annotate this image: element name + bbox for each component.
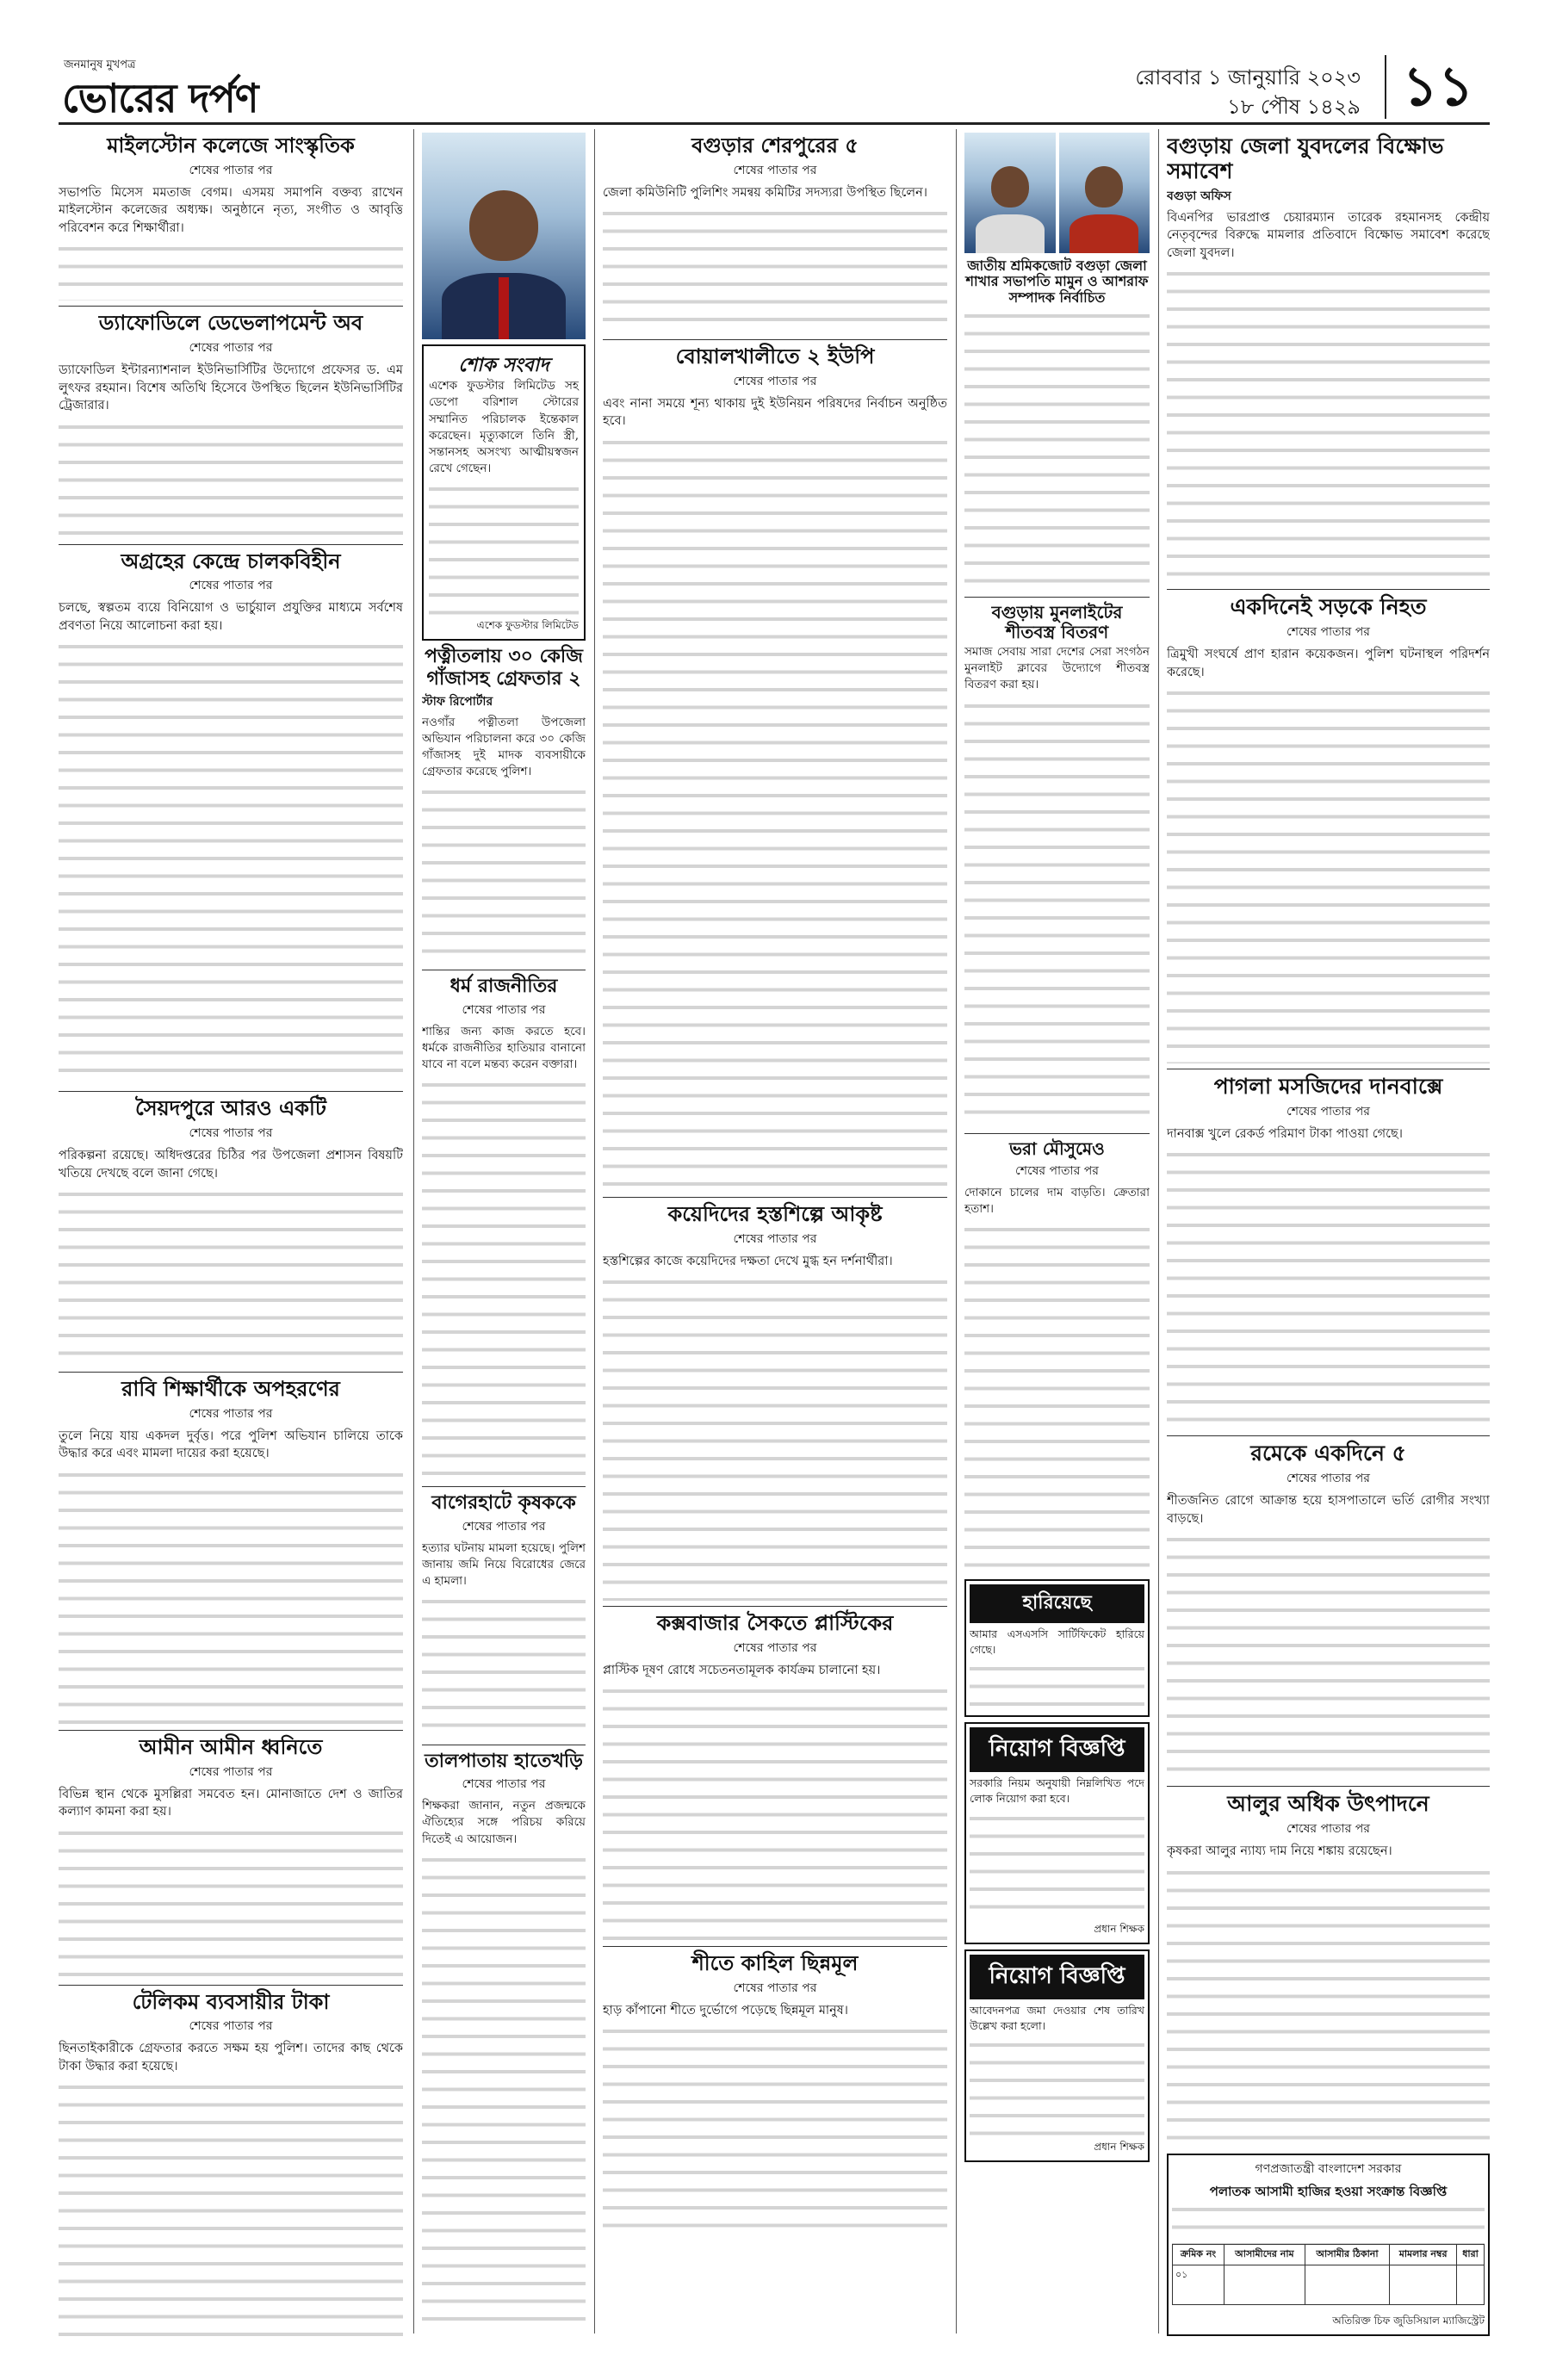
continued-label: শেষের পাতার পর [733,374,817,388]
article-body: হাড় কাঁপানো শীতে দুর্ভোগে পড়েছে ছিন্নমূল মানুষ। [603,2003,848,2017]
article-body: ছিনতাইকারীকে গ্রেফতার করতে সক্ষম হয় পুলিশ। তাদের কাছ থেকে টাকা উদ্ধার করা হয়েছে। [59,2042,403,2073]
headline: কক্সবাজার সৈকতে প্লাস্টিকের [656,1611,894,1636]
job-notice [964,1949,1150,2163]
article-body: শিক্ষকরা জানান, নতুন প্রজন্মকে ঐতিহ্যের সঙ্গে পরিচয় করিয়ে দিতেই এ আয়োজন। [422,1799,586,1846]
continued-label: শেষের পাতার পর [733,163,817,177]
column-divider [413,129,414,2334]
text-block [964,307,1150,592]
column-2 [422,129,586,2342]
date-bengali: ১৮ পৌষ ১৪২৯ [1227,95,1361,119]
headline: তালপাতায় হাতেখড়ি [425,1750,583,1772]
portrait-photo [422,133,586,339]
text-block [603,1683,947,1941]
job-notice-body: আবেদনপত্র জমা দেওয়ার শেষ তারিখ উল্লেখ করা হলো। [970,2003,1144,2032]
text-block [603,434,947,1192]
text-block [1172,2201,1485,2244]
article-body: বিএনপির ভারপ্রাপ্ত চেয়ারম্যান তারেক রহমানসহ কেন্দ্রীয় নেতৃবৃন্দের বিরুদ্ধে মামলার প্রতিবাদে বিক্ষোভ সমাবেশ করেছে জেলা যুবদল। [1167,210,1490,260]
continued-label: শেষের পাতার পর [733,1980,817,1995]
job-notice-title: নিয়োগ বিজ্ঞপ্তি [970,1955,1144,1999]
article-body: ত্রিমুখী সংঘর্ষে প্রাণ হারান কয়েকজন। পুলিশ ঘটনাস্থল পরিদর্শন করেছে। [1167,647,1490,679]
continued-label: শেষের পাতার পর [1286,624,1370,639]
table-header: মামলার নম্বর [1390,2244,1457,2265]
article-body: এবং নানা সময়ে শূন্য থাকায় দুই ইউনিয়ন পরিষদের নির্বাচন অনুষ্ঠিত হবে। [603,396,947,429]
court-notice-head: গণপ্রজাতন্ত্রী বাংলাদেশ সরকার [1255,2161,1402,2176]
article-body: দানবাক্স খুলে রেকর্ড পরিমাণ টাকা পাওয়া গেছে। [1167,1126,1403,1141]
text-block [964,697,1150,1128]
continued-label: শেষের পাতার পর [733,1640,817,1655]
table-header: আসামীদের নাম [1224,2244,1305,2265]
date-gregorian: রোববার ১ জানুয়ারি ২০২৩ [1135,65,1361,90]
text-block [59,2079,403,2342]
page-number: ১১ [1385,55,1490,119]
masthead-tagline: জনমানুষ মুখপত্র [64,59,136,71]
text-block [422,1593,586,1739]
headline: শীতে কাহিল ছিন্নমূল [691,1951,859,1976]
article-body: তুলে নিয়ে যায় একদল দুর্বৃত্ত। পরে পুলিশ অভিযান চালিয়ে তাকে উদ্ধার করে এবং মামলা দায়ের করা হয়েছে। [59,1429,403,1461]
text-block [603,205,947,334]
column-divider [956,129,957,2334]
text-block [422,784,586,964]
continued-label: শেষের পাতার পর [189,1764,273,1779]
headline: রাবি শিক্ষার্থীকে অপহরণের [121,1377,340,1402]
text-block [970,2036,1144,2140]
byline: বগুড়া অফিস [1167,189,1231,203]
headline: ধর্ম রাজনীতির [450,976,558,998]
continued-label: শেষের পাতার পর [1286,1472,1370,1486]
continued-label: শেষের পাতার পর [189,2019,273,2034]
text-block [970,1660,1144,1712]
continued-label: শেষের পাতার পর [1015,1163,1099,1178]
headline: বোয়ালখালীতে ২ ইউপি [675,344,875,369]
text-block [1167,1531,1490,1781]
portrait-photo [964,133,1056,253]
headline: পাগলা মসজিদের দানবাক্সে [1213,1074,1443,1100]
continued-label: শেষের পাতার পর [1286,1104,1370,1119]
byline: স্টাফ রিপোর্টার [422,694,493,709]
job-notice [964,1722,1150,1944]
headline: সৈয়দপুরে আরও একটি [134,1096,326,1121]
headline: পত্নীতলায় ৩০ কেজি গাঁজাসহ গ্রেফতার ২ [425,646,583,690]
job-notice-title: নিয়োগ বিজ্ঞপ্তি [970,1727,1144,1772]
continued-label: শেষের পাতার পর [462,1519,546,1534]
column-1 [59,129,403,2342]
table-cell: ০১ [1173,2265,1224,2304]
text-block [964,1221,1150,1574]
text-block [1167,1146,1490,1430]
article-body: ড্যাফোডিল ইন্টারন্যাশনাল ইউনিভার্সিটির উদ্যোগে প্রফেসর ড. এম লুৎফর রহমান। বিশেষ অতিথি হিসেবে উপস্থিত ছিলেন ইউনিভার্সিটির ট্রেজারার। [59,363,403,413]
headline: বগুড়ার শেরপুরের ৫ [691,133,859,158]
lost-notice-title: হারিয়েছে [970,1584,1144,1623]
column-4 [964,129,1150,2342]
continued-label: শেষের পাতার পর [189,579,273,593]
column-divider [1158,129,1159,2334]
headline: বগুড়ায় মুনলাইটের শীতবস্ত্র বিতরণ [991,602,1123,643]
continued-label: শেষের পাতার পর [189,1406,273,1421]
continued-label: শেষের পাতার পর [733,1231,817,1246]
headline: আমীন আমীন ধ্বনিতে [139,1734,323,1759]
text-block [59,1466,403,1725]
table-header: ক্রমিক নং [1173,2244,1224,2265]
court-notice [1167,2154,1490,2336]
headline: কয়েদিদের হস্তশিল্পে আকৃষ্ট [667,1201,883,1226]
headline: বগুড়ায় জেলা যুবদলের বিক্ষোভ সমাবেশ [1167,133,1444,183]
table-header: ধারা [1457,2244,1485,2265]
continued-label: শেষের পাতার পর [462,1002,546,1017]
article-body: নওগাঁর পত্নীতলা উপজেলা অভিযান পরিচালনা করে ৩০ কেজি গাঁজাসহ দুই মাদক ব্যবসায়ীকে গ্রেফতার করেছে পুলিশ। [422,715,586,779]
headline: বাগেরহাটে কৃষককে [431,1492,576,1515]
headline: ভরা মৌসুমেও [1009,1137,1105,1159]
article-body: প্লাস্টিক দূষণ রোধে সচেতনতামূলক কার্যক্রম চালানো হয়। [603,1663,881,1677]
text-block [1167,685,1490,1063]
column-3 [603,129,947,2342]
text-block [59,1186,403,1367]
job-notice-sign: প্রধান শিক্ষক [1094,2141,1144,2154]
job-notice-sign: প্রধান শিক্ষক [1094,1922,1144,1935]
text-block [59,638,403,1086]
text-block [429,480,579,618]
continued-label: শেষের পাতার পর [189,340,273,355]
headline: টেলিকম ব্যবসায়ীর টাকা [132,1989,330,2014]
text-block [59,240,403,301]
column-divider [594,129,595,2334]
lost-notice [964,1579,1150,1718]
column-5 [1167,129,1490,2342]
text-block [970,1810,1144,1922]
continued-label: শেষের পাতার পর [462,1777,546,1792]
newspaper-logo: ভোরের দর্পণ [62,75,258,121]
court-notice-table [1172,2244,1485,2305]
text-block [1167,1864,1490,2148]
article-body: কৃষকরা আলুর ন্যায্য দাম নিয়ে শঙ্কায় রয়েছেন। [1167,1844,1392,1859]
obituary-box [422,344,586,641]
text-block [59,418,403,539]
headline: একদিনেই সড়কে নিহত [1230,594,1427,620]
article-body: পরিকল্পনা রয়েছে। অধিদপ্তরের চিঠির পর উপজেলা প্রশাসন বিষয়টি খতিয়ে দেখছে বলে জানা গেছে। [59,1149,403,1181]
portrait-photo [1059,133,1150,253]
headline: আলুর অধিক উৎপাদনে [1227,1791,1429,1817]
photo-pair [964,133,1150,253]
continued-label: শেষের পাতার পর [1286,1822,1370,1837]
text-block [422,1076,586,1481]
text-block [603,2023,947,2238]
article-body: শীতজনিত রোগে আক্রান্ত হয়ে হাসপাতালে ভর্তি রোগীর সংখ্যা বাড়ছে। [1167,1494,1490,1526]
continued-label: শেষের পাতার পর [189,1126,273,1140]
article-body: জেলা কমিউনিটি পুলিশিং সমন্বয় কমিটির সদস্যরা উপস্থিত ছিলেন। [603,185,927,200]
headline: ড্যাফোডিলে ডেভেলাপমেন্ট অব [98,311,363,336]
obituary-body: এশেক ফুডস্টার লিমিটেড সহ ডেপো বরিশাল স্টোরের সম্মানিত পরিচালক ইন্তেকাল করেছেন। মৃত্যুকালে তিনি স্ত্রী, সন্তানসহ অসংখ্য আত্মীয়স্বজন রেখে গেছেন। [429,379,579,476]
text-block [603,1274,947,1601]
obituary-title: শোক সংবাদ [458,355,549,376]
obituary-sign: এশেক ফুডস্টার লিমিটেড [476,619,579,632]
table-header: আসামীর ঠিকানা [1305,2244,1389,2265]
photo-caption: জাতীয় শ্রমিকজোট বগুড়া জেলা শাখার সভাপতি মামুন ও আশরাফ সম্পাদক নির্বাচিত [965,257,1149,306]
article-body: হস্তশিল্পের কাজে কয়েদিদের দক্ষতা দেখে মুগ্ধ হন দর্শনার্থীরা। [603,1254,893,1268]
article-body: চলছে, স্বল্পতম ব্যয়ে বিনিয়োগ ও ভার্চুয়াল প্রযুক্তির মাধ্যমে সর্বশেষ প্রবণতা নিয়ে আলোচনা করা হয়। [59,601,403,633]
article-body: শান্তির জন্য কাজ করতে হবে। ধর্মকে রাজনীতির হাতিয়ার বানানো যাবে না বলে মন্তব্য করেন বক্তারা। [422,1024,586,1072]
masthead [59,53,1490,125]
court-notice-title: পলাতক আসামী হাজির হওয়া সংক্রান্ত বিজ্ঞপ্তি [1209,2183,1448,2199]
article-body: বিভিন্ন স্থান থেকে মুসল্লিরা সমবেত হন। মোনাজাতে দেশ ও জাতির কল্যাণ কামনা করা হয়। [59,1787,403,1819]
article-body: হত্যার ঘটনায় মামলা হয়েছে। পুলিশ জানায় জমি নিয়ে বিরোধের জেরে এ হামলা। [422,1540,586,1588]
text-block [1167,265,1490,584]
job-notice-body: সরকারি নিয়ম অনুযায়ী নিম্নলিখিত পদে লোক নিয়োগ করা হবে। [970,1776,1144,1806]
article-body: সমাজ সেবায় সারা দেশের সেরা সংগঠন মুনলাইট ক্লাবের উদ্যোগে শীতবস্ত্র বিতরণ করা হয়। [964,645,1150,692]
article-body: দোকানে চালের দাম বাড়তি। ক্রেতারা হতাশ। [964,1185,1150,1216]
continued-label: শেষের পাতার পর [189,163,273,177]
headline: রমেকে একদিনে ৫ [1250,1441,1406,1466]
headline: অগ্রহের কেন্দ্রে চালকবিহীন [121,549,341,573]
text-block [59,1825,403,1980]
lost-notice-body: আমার এসএসসি সার্টিফিকেট হারিয়ে গেছে। [970,1627,1144,1656]
headline: মাইলস্টোন কলেজে সাংস্কৃতিক [107,133,355,158]
court-notice-sign: অতিরিক্ত চিফ জুডিসিয়াল ম্যাজিস্ট্রেট [1332,2314,1485,2327]
text-block [422,1851,586,2334]
article-body: সভাপতি মিসেস মমতাজ বেগম। এসময় সমাপনি বক্তব্য রাখেন মাইলস্টোন কলেজের অধ্যক্ষ। অনুষ্ঠানে নৃত্য, সংগীত ও আবৃত্তি পরিবেশন করে শিক্ষার্থীরা। [59,185,403,235]
